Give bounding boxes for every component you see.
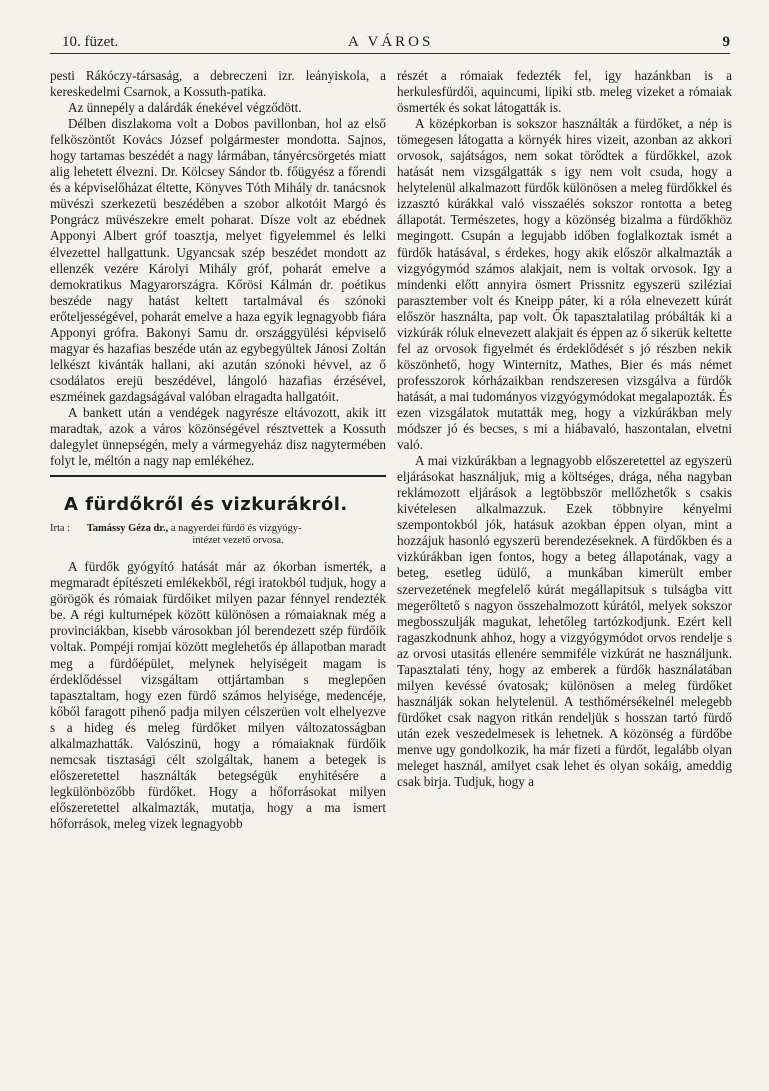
issue-number: 10. füzet. [62,34,119,50]
section-divider [50,475,386,477]
byline-label: Irta : [50,523,71,535]
paragraph: A mai vizkúrákban a legnagyobb előszeretettel az egyszerü eljárásokat használjuk, mig a költséges, drága, néha nagyban reklámozott eljárások a legtöbbször mellőzhetők s csakis kivételesen alkalmazzuk. Ezek többnyire kényelmi szempontokból jók, hatásuk azokban éppen olyan, mint a hozzájuk hasonló egyszerü berendezéseknek. A fürdőkben és a vizkúrákban igen fontos, hogy a beteg állapotának, vagy a beteg, esetleg üdülő, a munkában kimerült ember szervezetének megfelelő kúrát megállapitsuk s tulságba vitt megerőltető s nagyon összehalmozott kúrától, melyek sokszor megbosszulják magukat, lehetőleg tartózkodjunk. Ezért kell ragaszkodnunk ahhoz, hogy a vizgyógymódot orvos rendelje s az orvosi utasitás ellenére semmiféle vizkúrát ne használjunk. Tapasztalati tény, hogy az emberek a fürdők használatában milyen kevéssé óvatosak; különösen a meleg fürdőket használják sokan helytelenül. A testhőmérsékelnél melegebb fürdőket csak nagyon ritkán rendeljük s hosszan tartó fürdő után ezek veszedelmesek is lehetnek. A közönség a fürdőbe menve ugy gondolkozik, ha már fizeti a fürdőt, legalább olyan meleget használ, amilyet csak lehet és olyan sokáig, ameddig csak birja. Tudjuk, hogy a [397,453,732,790]
paragraph: Az ünnepély a dalárdák énekével végződött. [68,100,302,116]
journal-title: A VÁROS [348,34,434,50]
byline-role-cont: intézet vezető orvosa. [192,535,284,547]
left-column [50,68,386,832]
article-title: A fürdőkről és vizkurákról. [64,494,348,516]
paragraph: A bankett után a vendégek nagyrésze eltávozott, akik itt maradtak, azok a város közönségével résztvettek a Kossuth dalegylet ünnepségén, mely a vármegyeház disz nagytermében folyt le, méltón a nagy nap emlékéhez. [50,404,386,469]
article-paragraph: A fürdők gyógyító hatását már az ókorban ismerték, a megmaradt építészeti emlékekből, régi iratokból tudjuk, hogy a görögök és rómaiak fürdőiket milyen pazar fénnyel rendezték be. A régi kulturnépek között különösen a rómaiaknak még a provinciákban, kisebb városokban jól berendezett szép fürdőik voltak. Pompéji romjai között meglehetős ép állapotban maradt meg a fürdőépület, melynek helyiségeit magam is érdeklődéssel vizsgáltam ottjártamban s meglepően tapasztaltam, hogy ezen fürdő számos helyisége, medencéje, kőből faragott pihenő padja milyen célszerüen volt elhelyezve s a hideg és meleg fürdőket milyen változatosságban alkalmazhatták. Valószinü, hogy a rómaiaknak fürdőik nemcsak tisztasági célt szolgáltak, hanem a betegek is előszeretettel használták betegségük enyhitésére a legkülönbözőbb fürdőket. Hogy a hőforrásokat milyen előszeretettel alkalmazták, mutatja, hogy a ma ismert hőforrások, meleg vizek legnagyobb [50,559,386,831]
byline-author: Tamássy Géza dr., [86,523,169,535]
paragraph: pesti Rákóczy-társaság, a debreczeni izr. leányiskola, a kereskedelmi Csarnok, a Kossuth-patika. [50,68,386,100]
page-number: 9 [722,34,730,50]
paragraph: A középkorban is sokszor használták a fürdőket, a nép is tömegesen látogatta a környék hires vizeit, azonban az akkori orvosok, sajátságos, nem sokat törődtek a fürdőkkel, azok hatását nem vizsgálgatták s igy nem volt csuda, hogy a helytelenül alkalmazott fürdők különösen a meleg fürdőkkel és izzasztó kúrákkal való visszaélés sokszor rontotta a beteg állapotát. Természetes, hogy a közönség bizalma a fürdőkhöz megingott. Csupán a legujabb időben foglalkoztak ismét a fürdők hatásával, s érdekes, hogy akik először alkalmazták a vizgyógymód számos alakjait, nem is voltak orvosok. Igy a mindenki előtt annyira ösmert Prissnitz egyszerü sziléziai parasztember volt és Kneipp páter, ki a róla elnevezett kúrát először használta, pap volt. Ők tapasztalatilag próbálták ki a vizkúrák róluk elnevezett alakjait és éppen az ő sikerük keltette fel az orvosok figyelmét és érdeklődését s jó részben nekik köszönhető, hogy Winternitz, Mathes, Bier és más német professzorok kórházaikban rendszeresen vizsgálva a fürdők hatását, a mai tudományos vizgyógymódokat megalapozták. És ezen vizsgálatok mutatták meg, hogy a vizkúrákban mely módszer jó és becses, s mi a hiábavaló, haszontalan, elvetni való. [397,116,732,453]
header-rule [50,53,730,54]
right-column [397,68,732,790]
paragraph: részét a rómaiak fedezték fel, igy hazánkban is a herkulesfürdői, aquincumi, lipiki stb. meleg vizeket a rómaiak ösmerték és sokat látogatták is. [397,68,732,116]
paragraph: Délben diszlakoma volt a Dobos pavillonban, hol az első felköszöntőt Kovács József polgármester mondotta. Sajnos, hogy tartamas beszédét a nagy lármában, tányércsörgetés miatt alig lehetett élvezni. Dr. Kölcsey Sándor tb. főügyész a főrendi és a képviselőházat éltette, Könyves Tóth Mihály dr. tanácsnok müvészi szerkezetü beszédében a szobor alkotóit Margó és Pongrácz müvészekre emelt poharat. Dísze volt az ebédnek Apponyi Albert gróf toasztja, melyet figyelemmel és lelki élvezettel hallgattunk. Ugyancsak szép beszédet mondott az ellenzék vezére Károlyi Mihály gróf, poharát emelve a demokratikus Magyarországra. Kőrösi Kálmán dr. poétikus beszéde nagy hatást keltett tartalmával és szónoki erőteljességével, poharát emelve a haza egyik legnagyobb fiára Apponyi grófra. Bakonyi Samu dr. országgyülési képviselő magyar és hazafias beszéde után az egybegyültek Jánosi Zoltán lelkészt kivánták hallani, aki azután szónoki hévvel, az ő csodálatos erejü beszédével, lángoló hazafias érzésével, eszméinek gazdagságával valóban elragadta hallgatóit. [50,116,386,404]
byline-role: a nagyerdei fürdő és vizgyógy- [170,523,302,535]
byline [50,523,386,547]
